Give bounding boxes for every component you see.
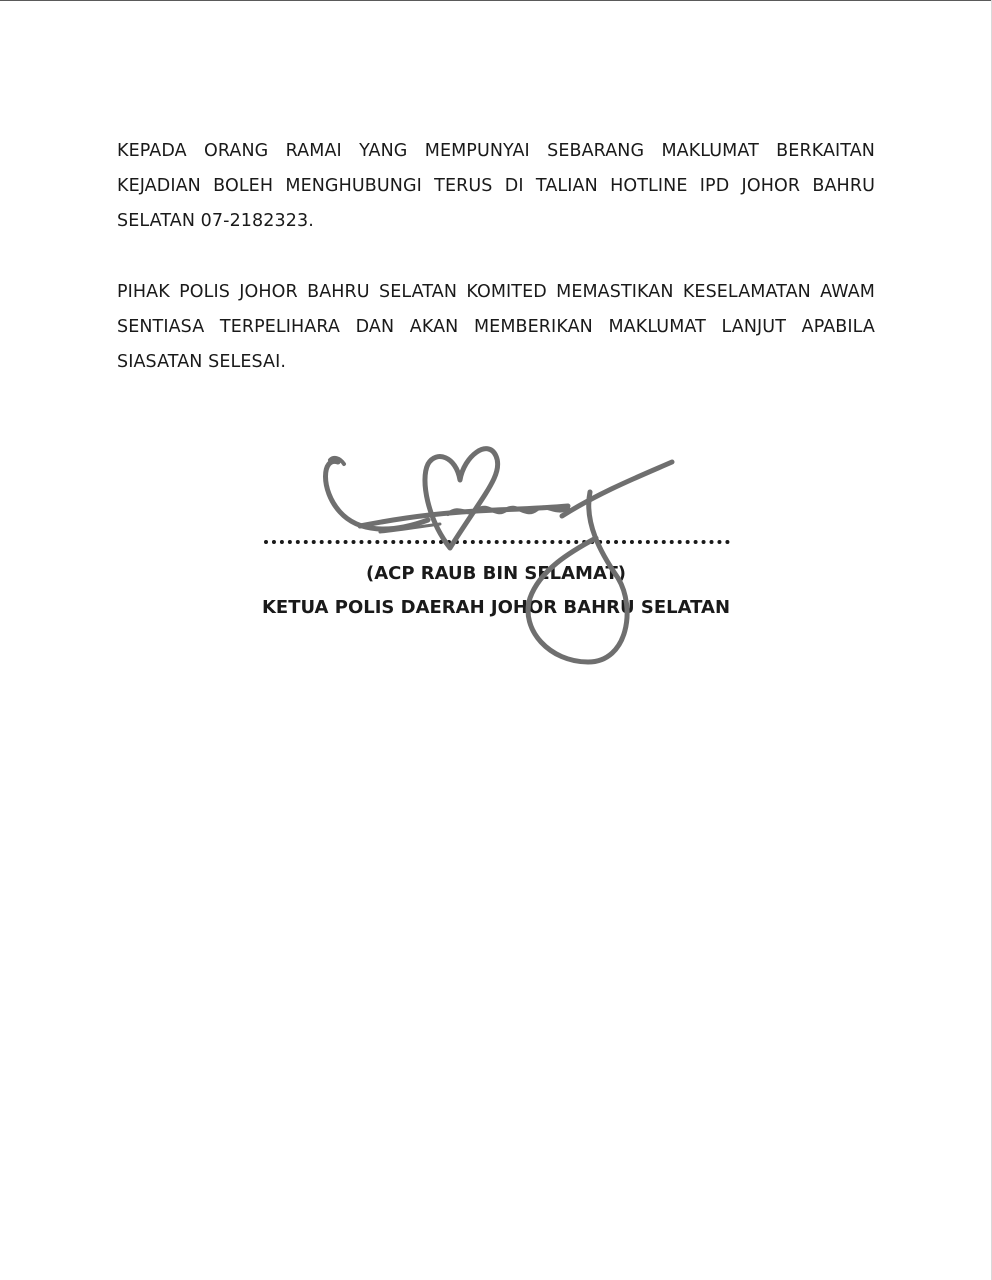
handwritten-signature-icon <box>300 430 700 670</box>
paragraph-hotline: KEPADA ORANG RAMAI YANG MEMPUNYAI SEBARANG MAKLUMAT BERKAITAN KEJADIAN BOLEH MENGHUBUNGI TERUS DI TALIAN HOTLINE IPD JOHOR BAHRU SELATAN 07-2182323. <box>117 141 875 231</box>
page-top-border <box>0 0 992 1</box>
signatory-title: KETUA POLIS DAERAH JOHOR BAHRU SELATAN <box>261 597 731 618</box>
signatory-name: (ACP RAUB BIN SELAMAT) <box>365 563 627 584</box>
paragraph-commitment: PIHAK POLIS JOHOR BAHRU SELATAN KOMITED MEMASTIKAN KESELAMATAN AWAM SENTIASA TERPELIHARA DAN AKAN MEMBERIKAN MAKLUMAT LANJUT APABILA SIASATAN SELESAI. <box>117 282 875 372</box>
signature-line <box>264 540 730 544</box>
